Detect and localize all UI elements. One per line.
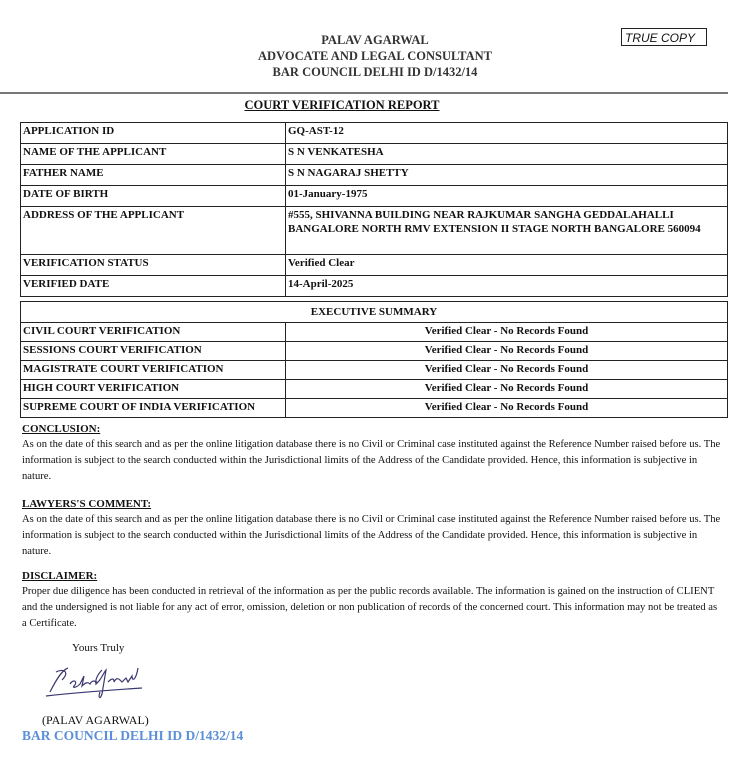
row-label: ADDRESS OF THE APPLICANT bbox=[21, 207, 286, 255]
row-value: S N VENKATESHA bbox=[286, 144, 728, 165]
table-row bbox=[21, 186, 728, 207]
signatory-name: (PALAV AGARWAL) bbox=[42, 713, 149, 727]
row-label: VERIFIED DATE bbox=[21, 276, 286, 297]
row-label: NAME OF THE APPLICANT bbox=[21, 144, 286, 165]
executive-summary-table bbox=[20, 301, 728, 418]
row-label: APPLICATION ID bbox=[21, 123, 286, 144]
table-row bbox=[21, 342, 728, 361]
table-row bbox=[21, 207, 728, 255]
comment-text: As on the date of this search and as per the online litigation database there is no Civil or Criminal case instituted against the Reference Number raised before us. The information is subject to the search conducted within the Jurisdictional limits of the Address of the Candidate provided. Hence, this information is subjective in nature. bbox=[22, 514, 721, 557]
advocate-designation: ADVOCATE AND LEGAL CONSULTANT bbox=[258, 49, 492, 63]
signature-image bbox=[42, 662, 152, 707]
row-value: 14-April-2025 bbox=[286, 276, 728, 297]
table-row bbox=[21, 123, 728, 144]
row-label: HIGH COURT VERIFICATION bbox=[21, 380, 286, 399]
comment-heading: LAWYERS'S COMMENT: bbox=[22, 498, 152, 510]
row-label: SESSIONS COURT VERIFICATION bbox=[21, 342, 286, 361]
row-value: #555, SHIVANNA BUILDING NEAR RAJKUMAR SANGHA GEDDALAHALLI BANGALORE NORTH RMV EXTENSION II STAGE NORTH BANGALORE 560094 bbox=[286, 207, 728, 255]
row-value: Verified Clear - No Records Found bbox=[286, 399, 728, 418]
true-copy-stamp: TRUE COPY bbox=[621, 28, 707, 46]
conclusion-section bbox=[22, 421, 722, 485]
summary-heading: EXECUTIVE SUMMARY bbox=[21, 302, 728, 323]
row-value: 01-January-1975 bbox=[286, 186, 728, 207]
row-value: GQ-AST-12 bbox=[286, 123, 728, 144]
row-value: Verified Clear - No Records Found bbox=[286, 323, 728, 342]
table-row bbox=[21, 144, 728, 165]
table-row bbox=[21, 255, 728, 276]
signatory-bar-id: BAR COUNCIL DELHI ID D/1432/14 bbox=[22, 728, 244, 743]
table-row bbox=[21, 361, 728, 380]
table-row bbox=[21, 165, 728, 186]
advocate-name: PALAV AGARWAL bbox=[321, 33, 429, 47]
report-title: COURT VERIFICATION REPORT bbox=[244, 98, 440, 112]
row-label: MAGISTRATE COURT VERIFICATION bbox=[21, 361, 286, 380]
conclusion-heading: CONCLUSION: bbox=[22, 423, 101, 435]
row-label: CIVIL COURT VERIFICATION bbox=[21, 323, 286, 342]
row-value: Verified Clear - No Records Found bbox=[286, 342, 728, 361]
row-value: Verified Clear bbox=[286, 255, 728, 276]
row-value: Verified Clear - No Records Found bbox=[286, 380, 728, 399]
row-value: Verified Clear - No Records Found bbox=[286, 361, 728, 380]
advocate-bar-id: BAR COUNCIL DELHI ID D/1432/14 bbox=[272, 65, 478, 79]
disclaimer-section bbox=[22, 568, 722, 632]
comment-section bbox=[22, 496, 722, 560]
row-value: S N NAGARAJ SHETTY bbox=[286, 165, 728, 186]
header-divider bbox=[0, 92, 728, 94]
applicant-details-table bbox=[20, 122, 728, 297]
table-row bbox=[21, 380, 728, 399]
row-label: SUPREME COURT OF INDIA VERIFICATION bbox=[21, 399, 286, 418]
disclaimer-heading: DISCLAIMER: bbox=[22, 570, 98, 582]
row-label: VERIFICATION STATUS bbox=[21, 255, 286, 276]
table-row bbox=[21, 399, 728, 418]
conclusion-text: As on the date of this search and as per the online litigation database there is no Civil or Criminal case instituted against the Reference Number raised before us. The information is subject to the search conducted within the Jurisdictional limits of the Address of the Candidate provided. Hence, this information is subjective in nature. bbox=[22, 439, 721, 482]
row-label: FATHER NAME bbox=[21, 165, 286, 186]
closing: Yours Truly bbox=[72, 642, 125, 654]
disclaimer-text: Proper due diligence has been conducted in retrieval of the information as per the public records available. The information is gained on the instruction of CLIENT and the undersigned is not liable for any act of error, omission, deletion or non publication of records of the concerned court. This information may not be treated as a Certificate. bbox=[22, 586, 718, 629]
table-row bbox=[21, 323, 728, 342]
table-row bbox=[21, 276, 728, 297]
row-label: DATE OF BIRTH bbox=[21, 186, 286, 207]
